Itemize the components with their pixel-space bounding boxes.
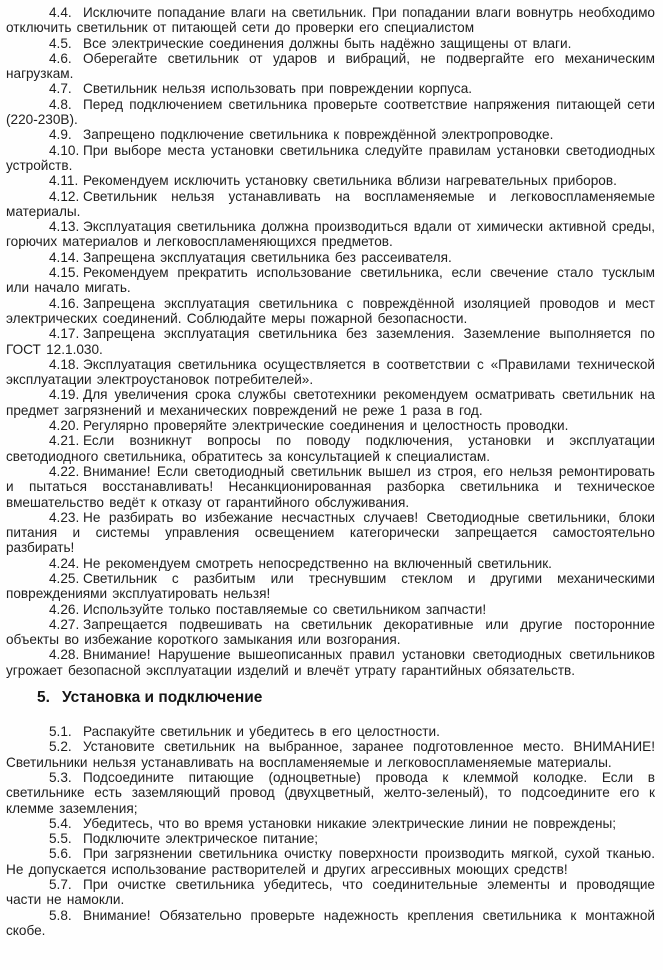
section5-list	[6, 724, 655, 938]
list-item	[6, 219, 655, 250]
item-number: 4.14.	[49, 249, 80, 265]
item-text: Эксплуатация светильника осуществляется в соответствии с «Правилами технической эксплуатации электроустановок потребителей».	[6, 356, 655, 388]
list-item	[6, 464, 655, 510]
item-number: 4.6.	[49, 50, 72, 66]
list-item	[6, 265, 655, 296]
item-number: 5.7.	[49, 877, 72, 893]
item-text: Не рекомендуем смотреть непосредственно на включенный светильник.	[83, 555, 552, 571]
item-number: 5.6.	[49, 846, 72, 862]
item-text: Запрещена эксплуатация светильника без рассеивателя.	[83, 249, 452, 265]
list-item	[6, 571, 655, 602]
item-number: 5.3.	[49, 769, 72, 785]
item-number: 4.25.	[49, 570, 80, 586]
section-title: Установка и подключение	[62, 689, 263, 707]
list-item	[6, 143, 655, 174]
item-text: Внимание! Если светодиодный светильник вышел из строя, его нельзя ремонтировать и пытаться восстанавливать! Несанкционированная разборка светильника и техническое вмешательство ведёт к отказу от гарантийного обслуживания.	[6, 463, 655, 510]
list-item	[6, 831, 655, 846]
item-number: 4.10.	[49, 142, 80, 158]
item-number: 5.2.	[49, 739, 72, 755]
list-item	[6, 877, 655, 908]
item-text: Светильник нельзя устанавливать на воспламеняемые и легковоспламеняемые материалы.	[6, 188, 655, 219]
item-text: При очистке светильника убедитесь, что соединительные элементы и проводящие части не намокли.	[6, 877, 655, 908]
list-item	[6, 724, 655, 739]
list-item	[6, 357, 655, 388]
item-text: При загрязнении светильника очистку поверхности производить мягкой, сухой тканью. Не допускается использование растворителей и других агрессивных моющих средств!	[6, 846, 655, 877]
section4-list	[6, 5, 655, 678]
list-item	[6, 770, 655, 816]
item-text: Светильник с разбитым или треснувшим стеклом и другими механическими повреждениями эксплуатировать нельзя!	[6, 570, 655, 602]
item-number: 4.22.	[49, 463, 80, 479]
item-text: Оберегайте светильник от ударов и вибраций, не подвергайте его механическим нагрузкам.	[6, 50, 655, 82]
item-number: 4.27.	[49, 616, 80, 632]
item-text: Запрещается подвешивать на светильник декоративные или другие посторонние объекты во избежание короткого замыкания или возгорания.	[6, 616, 655, 648]
item-number: 4.4.	[49, 5, 72, 20]
list-item	[6, 816, 655, 831]
list-item	[6, 5, 655, 36]
item-number: 4.13.	[49, 219, 80, 235]
item-number: 4.28.	[49, 647, 80, 663]
item-number: 5.5.	[49, 831, 72, 847]
item-text: Рекомендуем прекратить использование светильника, если свечение стало тусклым или начало мигать.	[6, 265, 655, 296]
item-number: 4.12.	[49, 188, 80, 204]
item-text: Внимание! Обязательно проверьте надежность крепления светильника к монтажной скобе.	[6, 907, 655, 938]
item-number: 4.17.	[49, 326, 80, 342]
list-item	[6, 602, 655, 617]
item-number: 4.16.	[49, 295, 80, 311]
item-number: 4.18.	[49, 356, 80, 372]
list-item	[6, 908, 655, 939]
list-item	[6, 510, 655, 556]
item-text: Установите светильник на выбранное, заранее подготовленное место. ВНИМАНИЕ! Светильники нельзя устанавливать на воспламеняемые и легковоспламеняемые материалы.	[6, 739, 655, 770]
item-text: При выборе места установки светильника следуйте правилам установки светодиодных устройств.	[6, 142, 655, 173]
item-text: Светильник нельзя использовать при повреждении корпуса.	[83, 81, 473, 97]
list-item	[6, 97, 655, 128]
item-number: 4.26.	[49, 601, 80, 617]
item-number: 4.11.	[49, 173, 79, 189]
list-item	[6, 556, 655, 571]
item-text: Подключите электрическое питание;	[83, 831, 319, 847]
list-item	[6, 36, 655, 51]
item-text: Не разбирать во избежание несчастных случаев! Светодиодные светильники, блоки питания и системы управления освещением категорически запрещается самостоятельно разбирать!	[6, 509, 655, 556]
item-text: Используйте только поставляемые со светильником запчасти!	[83, 601, 487, 617]
item-number: 4.24.	[49, 555, 80, 571]
list-item	[6, 326, 655, 357]
item-text: Эксплуатация светильника должна производиться вдали от химически активной среды, горючих материалов и легковоспламеняющихся предметов.	[6, 219, 655, 250]
item-number: 4.21.	[49, 433, 80, 449]
item-number: 4.8.	[49, 96, 72, 112]
item-text: Исключите попадание влаги на светильник. При попадании влаги вовнутрь необходимо отключить светильник от питающей сети до проверки его специалистом	[6, 5, 655, 36]
item-text: Регулярно проверяйте электрические соединения и целостность проводки.	[83, 418, 569, 434]
item-text: Внимание! Нарушение вышеописанных правил установки светодиодных светильников угрожает безопасной эксплуатации изделий и влечёт утрату гарантийных обязательств.	[6, 647, 655, 678]
item-number: 4.5.	[49, 35, 72, 51]
list-item	[6, 387, 655, 418]
item-number: 5.1.	[49, 724, 72, 740]
item-text: Если возникнут вопросы по поводу подключения, установки и эксплуатации светодиодного светильника, обратитесь за консультацией к специалистам.	[6, 433, 655, 464]
list-item	[6, 250, 655, 265]
item-text: Запрещена эксплуатация светильника без заземления. Заземление выполняется по ГОСТ 12.1.030.	[6, 326, 655, 357]
item-number: 5.8.	[49, 907, 72, 923]
item-number: 4.23.	[49, 509, 80, 525]
item-number: 4.20.	[49, 418, 80, 434]
item-text: Все электрические соединения должны быть надёжно защищены от влаги.	[83, 35, 572, 51]
list-item	[6, 617, 655, 648]
item-number: 4.7.	[49, 81, 72, 97]
list-item	[6, 647, 655, 678]
list-item	[6, 418, 655, 433]
list-item	[6, 81, 655, 96]
list-item	[6, 51, 655, 82]
list-item	[6, 739, 655, 770]
list-item	[6, 433, 655, 464]
list-item	[6, 189, 655, 220]
item-text: Перед подключением светильника проверьте соответствие напряжения питающей сети (220-230В).	[6, 96, 655, 128]
item-number: 5.4.	[49, 815, 72, 831]
list-item	[6, 173, 655, 188]
list-item	[6, 846, 655, 877]
item-number: 4.9.	[49, 127, 72, 143]
item-text: Рекомендуем исключить установку светильника вблизи нагревательных приборов.	[83, 173, 617, 189]
item-text: Для увеличения срока службы светотехники рекомендуем осматривать светильник на предмет загрязнений и механических повреждений не реже 1 раза в год.	[6, 387, 655, 418]
section-number: 5.	[37, 689, 50, 707]
item-text: Запрещено подключение светильника к повреждённой электропроводке.	[83, 127, 554, 143]
item-text: Подсоедините питающие (одноцветные) провода к клеммой колодке. Если в светильнике есть заземляющий провод (двухцветный, желто-зеленый), то подсоедините его к клемме заземления;	[6, 769, 655, 816]
list-item	[6, 296, 655, 327]
item-number: 4.15.	[49, 265, 80, 281]
section-heading	[6, 689, 655, 707]
item-number: 4.19.	[49, 387, 80, 403]
item-text: Запрещена эксплуатация светильника с повреждённой изоляцией проводов и мест электрических соединений. Соблюдайте меры пожарной безопасности.	[6, 295, 655, 326]
item-text: Распакуйте светильник и убедитесь в его целостности.	[83, 724, 440, 740]
item-text: Убедитесь, что во время установки никакие электрические линии не повреждены;	[83, 815, 617, 831]
list-item	[6, 127, 655, 142]
